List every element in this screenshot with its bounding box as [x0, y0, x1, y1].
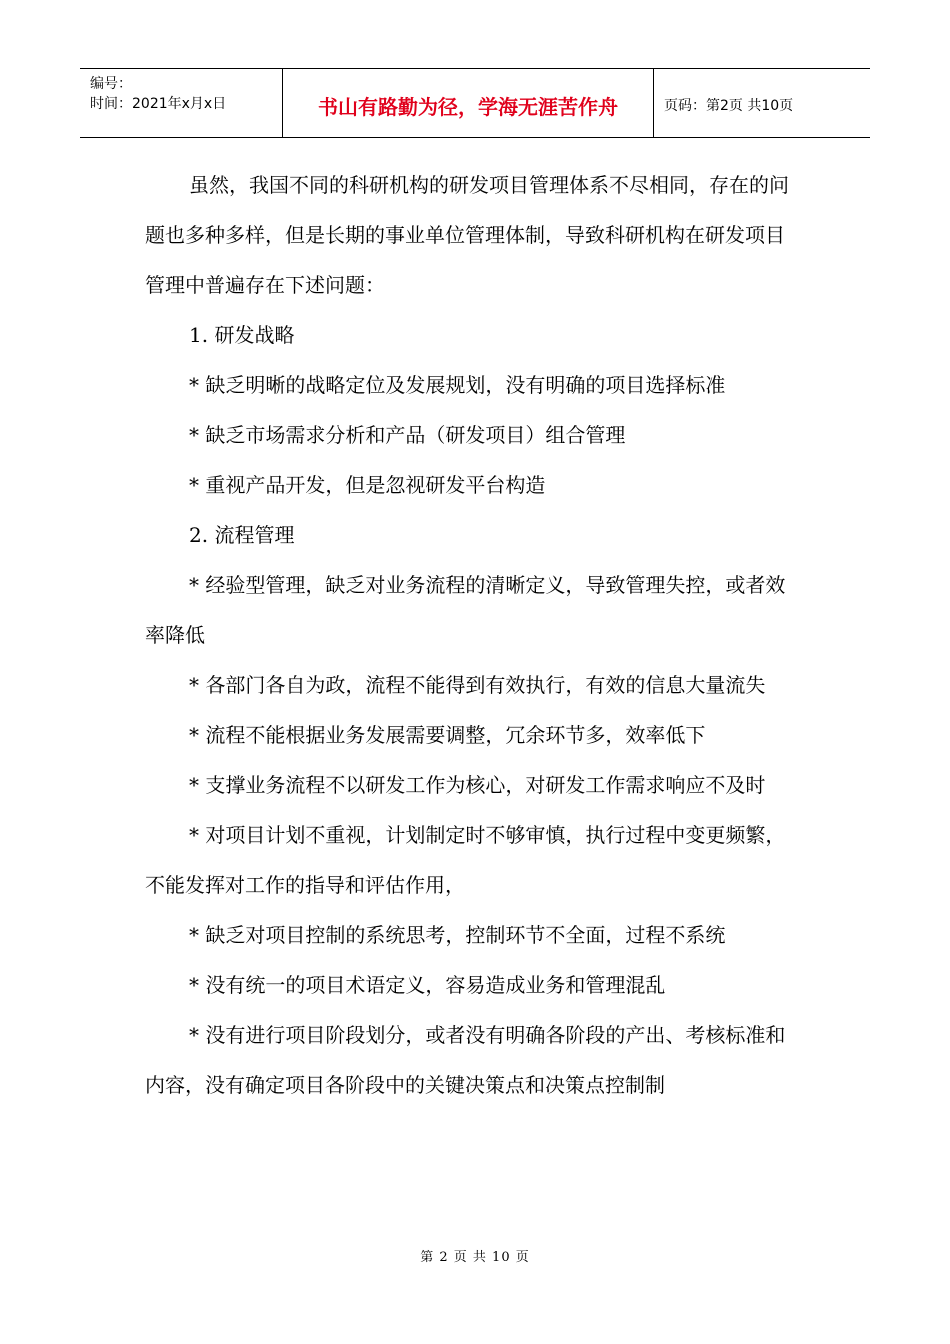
list-item: * 没有统一的项目术语定义，容易造成业务和管理混乱: [189, 973, 666, 997]
list-item: * 没有进行项目阶段划分，或者没有明确各阶段的产出、考核标准和内容，没有确定项目各阶段中的关键决策点和决策点控制制: [145, 1023, 786, 1097]
paragraph-intro: 虽然，我国不同的科研机构的研发项目管理体系不尽相同，存在的问题也多种多样，但是长期的事业单位管理体制，导致科研机构在研发项目管理中普遍存在下述问题：: [145, 173, 789, 297]
document-number-label: 编号：: [90, 76, 132, 92]
header-motto: 书山有路勤为径，学海无涯苦作舟: [318, 95, 618, 119]
page-footer: 第 2 页 共 10 页: [420, 1250, 530, 1265]
document-date-label: 时间：2021年x月x日: [90, 96, 227, 112]
list-item: * 缺乏对项目控制的系统思考，控制环节不全面，过程不系统: [189, 923, 726, 947]
header-page-cell: [654, 69, 870, 137]
list-item: * 流程不能根据业务发展需要调整，冗余环节多，效率低下: [189, 723, 706, 747]
header-meta-cell: [80, 69, 283, 137]
list-item: * 各部门各自为政，流程不能得到有效执行，有效的信息大量流失: [189, 673, 766, 697]
list-item: * 支撑业务流程不以研发工作为核心，对研发工作需求响应不及时: [189, 773, 766, 797]
section-heading-strategy: 1. 研发战略: [189, 323, 295, 347]
list-item: * 缺乏明晰的战略定位及发展规划，没有明确的项目选择标准: [189, 373, 726, 397]
list-item: * 经验型管理，缺乏对业务流程的清晰定义，导致管理失控，或者效率降低: [145, 573, 786, 647]
page-header: [80, 68, 870, 138]
list-item: * 对项目计划不重视，计划制定时不够审慎，执行过程中变更频繁，不能发挥对工作的指导和评估作用，: [145, 823, 786, 897]
header-page-info: 页码：第2页 共10页: [664, 98, 794, 114]
list-item: * 重视产品开发，但是忽视研发平台构造: [189, 473, 546, 497]
document-body: [145, 160, 795, 1110]
section-heading-process: 2. 流程管理: [189, 523, 295, 547]
header-motto-cell: [283, 69, 654, 137]
list-item: * 缺乏市场需求分析和产品（研发项目）组合管理: [189, 423, 626, 447]
